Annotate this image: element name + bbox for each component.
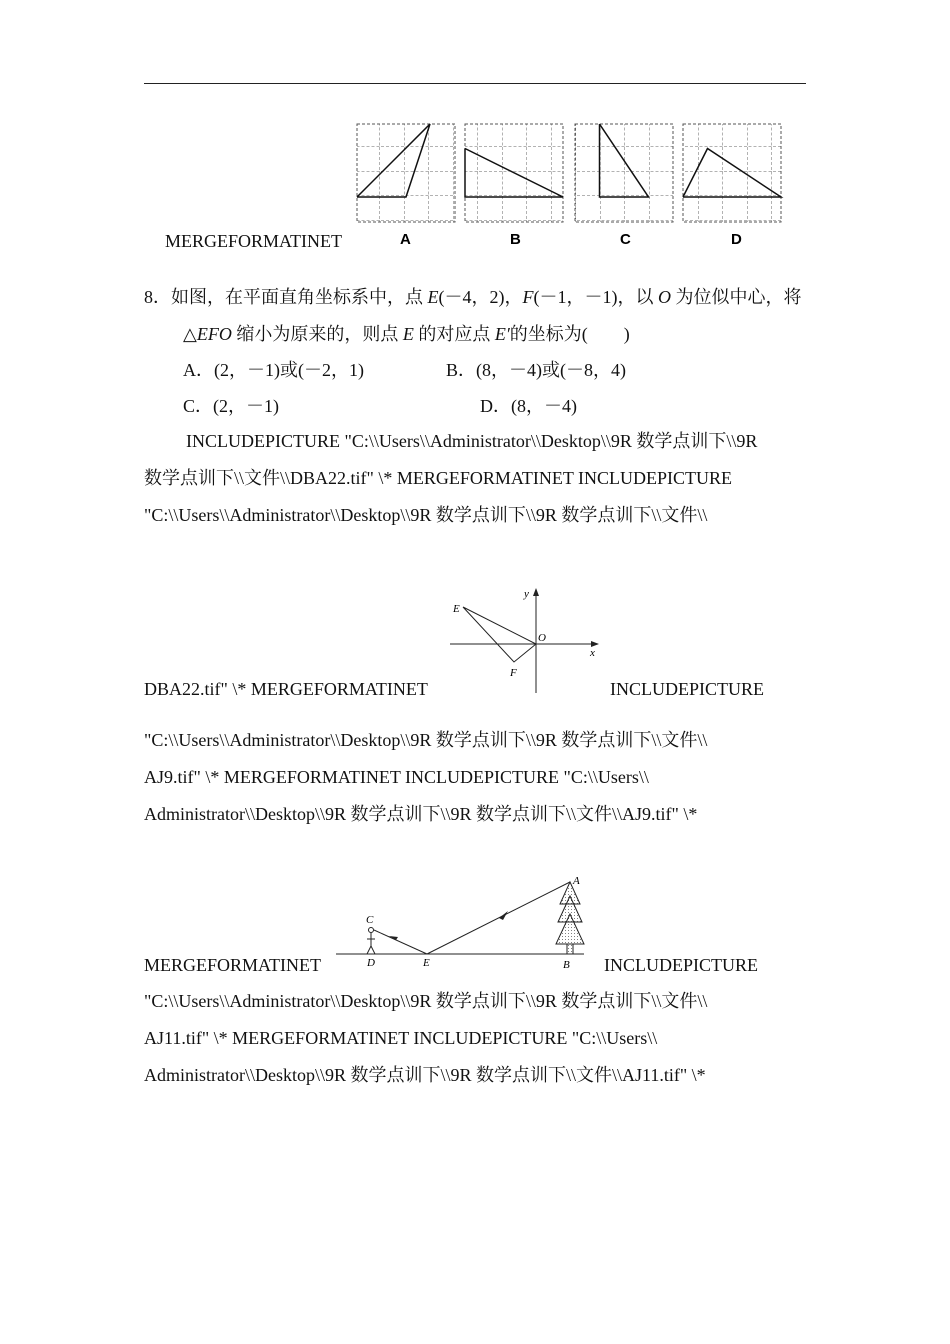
fieldcode-line-5: "C:\\Users\\Administrator\\Desktop\\9R 数学点训下\\9R 数学点训下\\文件\\: [144, 730, 708, 750]
triangle-efo: [463, 607, 536, 662]
grid-options-figure: [355, 122, 785, 252]
fieldcode-line-4a: DBA22.tif" \* MERGEFORMATINET: [144, 679, 428, 699]
fieldcode-line-6: AJ9.tif" \* MERGEFORMATINET INCLUDEPICTURE "C:\\Users\\: [144, 767, 649, 787]
option-a[interactable]: A．(2，－1)或(－2，1): [183, 360, 364, 380]
option-d[interactable]: D．(8，－4): [480, 396, 577, 416]
fieldcode-line-3: "C:\\Users\\Administrator\\Desktop\\9R 数学点训下\\9R 数学点训下\\文件\\: [144, 505, 708, 525]
label-x: x: [590, 647, 595, 659]
label-y: y: [524, 588, 529, 600]
header-rule: [144, 83, 806, 84]
ray-arrow-1: [499, 911, 508, 920]
ray-arrow-2: [389, 936, 398, 940]
label-a: A: [573, 875, 580, 887]
person-leg-2: [371, 946, 375, 954]
fieldcode-line-8a: MERGEFORMATINET: [144, 955, 322, 975]
fieldcode-line-1: INCLUDEPICTURE "C:\\Users\\Administrator\\Desktop\\9R 数学点训下\\9R: [186, 431, 758, 451]
fieldcode-line-9: "C:\\Users\\Administrator\\Desktop\\9R 数学点训下\\9R 数学点训下\\文件\\: [144, 991, 708, 1011]
label-e: E: [453, 603, 460, 615]
person-head: [369, 928, 374, 933]
fieldcode-line-8b: INCLUDEPICTURE: [604, 955, 758, 975]
grid-d: [683, 124, 781, 248]
label-b: B: [563, 959, 570, 971]
person-leg-1: [367, 946, 371, 954]
grid-c: [575, 124, 673, 248]
label-f: F: [510, 667, 517, 679]
grid-label-d: D: [731, 231, 742, 248]
label-c: C: [366, 914, 374, 926]
grid-b: [465, 124, 563, 248]
fieldcode-line-7: Administrator\\Desktop\\9R 数学点训下\\9R 数学点训下\\文件\\AJ9.tif" \*: [144, 804, 698, 824]
fieldcode-line-10: AJ11.tif" \* MERGEFORMATINET INCLUDEPICTURE "C:\\Users\\: [144, 1028, 658, 1048]
grid-label-b: B: [510, 231, 521, 248]
fieldcode-line-2: 数学点训下\\文件\\DBA22.tif" \* MERGEFORMATINET INCLUDEPICTURE: [144, 468, 733, 488]
tree: [556, 882, 584, 954]
label-e: E: [423, 957, 430, 969]
fieldcode-line-11: Administrator\\Desktop\\9R 数学点训下\\9R 数学点训下\\文件\\AJ11.tif" \*: [144, 1065, 706, 1085]
grid-label-a: A: [400, 231, 411, 248]
ray-a-to-e: [427, 882, 570, 954]
coordinate-figure: [448, 585, 608, 697]
tree-mirror-figure: [336, 872, 596, 972]
ray-e-to-c: [374, 930, 427, 954]
grid-a: [357, 124, 455, 248]
question-8-line-1: 8．如图，在平面直角坐标系中，点 E(－4，2)，F(－1，－1)，以 O 为位似中心，将: [144, 287, 802, 307]
question-8-line-2: △EFO 缩小为原来的，则点 E 的对应点 E′的坐标为( ): [183, 324, 630, 344]
mergeformat-text-1: MERGEFORMATINET: [165, 231, 343, 251]
label-o: O: [538, 632, 546, 644]
option-c[interactable]: C．(2，－1): [183, 396, 279, 416]
fieldcode-line-4b: INCLUDEPICTURE: [610, 679, 764, 699]
option-b[interactable]: B．(8，－4)或(－8，4): [446, 360, 626, 380]
label-d: D: [367, 957, 375, 969]
grid-label-c: C: [620, 231, 631, 248]
